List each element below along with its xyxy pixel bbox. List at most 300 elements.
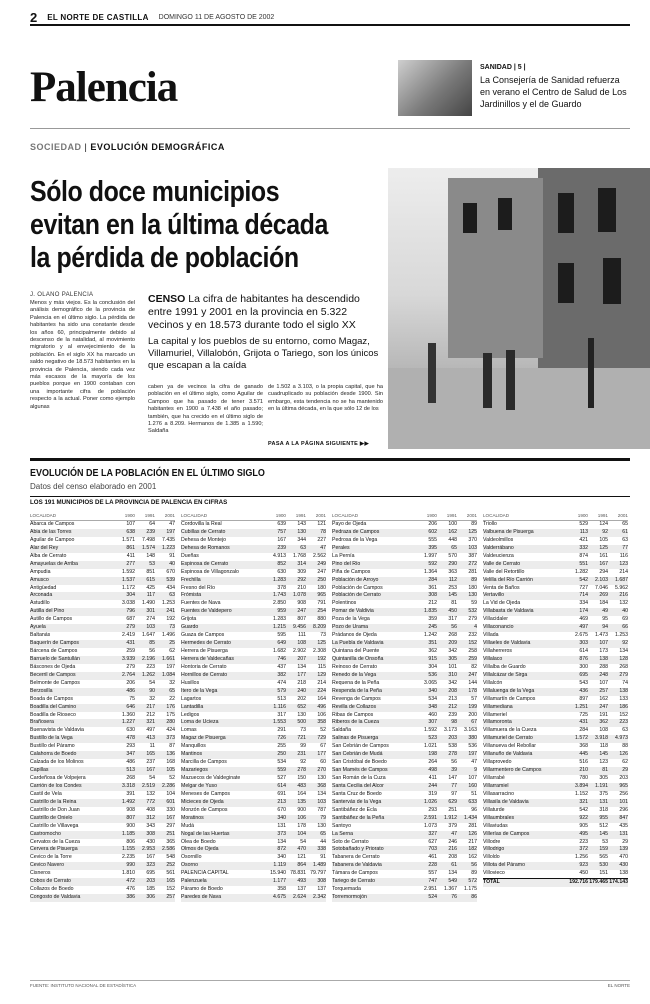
table-row — [332, 886, 477, 894]
table-row — [30, 791, 175, 799]
population-value: 47 — [169, 521, 175, 527]
municipality-name: San Mamés de Campos — [332, 767, 388, 774]
street-photo — [388, 168, 650, 449]
population-value: 757 — [277, 528, 286, 535]
population-value: 164 — [317, 695, 326, 702]
municipality-name: Congosto de Valdavia — [30, 894, 81, 901]
population-value: 25 — [169, 640, 175, 647]
population-value: 212 — [428, 600, 437, 607]
population-value: 4.675 — [273, 894, 286, 901]
population-value: 291 — [277, 727, 286, 734]
municipality-name: Payo de Ojeda — [332, 521, 367, 527]
population-value: 293 — [126, 743, 135, 750]
municipality-name: Ledigos — [181, 711, 200, 718]
municipality-name: Reinoso de Cerrato — [332, 663, 377, 670]
table-row — [332, 537, 477, 545]
population-value: 210 — [579, 767, 588, 774]
population-value: 145 — [448, 592, 457, 599]
population-value: 548 — [166, 854, 175, 861]
population-value: 2.286 — [162, 782, 175, 789]
population-value: 279 — [619, 671, 628, 678]
teaser[interactable] — [480, 62, 630, 110]
population-value: 513 — [126, 767, 135, 774]
table-row — [30, 545, 175, 553]
municipality-name: Calahorra de Boedo — [30, 751, 77, 758]
population-value: 248 — [599, 671, 608, 678]
population-value: 638 — [126, 528, 135, 535]
continued-link[interactable]: PASA A LA PÁGINA SIGUIENTE ▶▶ — [268, 441, 369, 447]
population-value: 2.624 — [293, 894, 306, 901]
population-value: 216 — [448, 846, 457, 853]
kicker-topic: EVOLUCIÓN DEMOGRÁFICA — [90, 142, 225, 152]
table-row — [483, 775, 628, 783]
population-value: 2.764 — [122, 671, 135, 678]
population-value: 900 — [126, 822, 135, 829]
population-value: 78 — [320, 528, 326, 535]
table-row — [332, 592, 477, 600]
population-value: 96 — [471, 806, 477, 813]
population-value: 152 — [619, 711, 628, 718]
municipality-name: Prádanos de Ojeda — [332, 632, 377, 639]
population-value: 203 — [448, 735, 457, 742]
population-value: 630 — [126, 727, 135, 734]
table-row — [483, 600, 628, 608]
population-value: 343 — [146, 822, 155, 829]
population-value: 430 — [619, 862, 628, 869]
population-value: 1.262 — [142, 671, 155, 678]
population-value: 278 — [297, 767, 306, 774]
table-row — [30, 680, 175, 688]
municipality-name: Cisneros — [30, 870, 51, 877]
table-row — [181, 688, 326, 696]
population-value: 206 — [428, 521, 437, 527]
municipality-name: Castrillo de Onielo — [30, 814, 73, 821]
population-value: 387 — [468, 552, 477, 559]
table-row — [483, 616, 628, 624]
population-value: 268 — [619, 663, 628, 670]
municipality-name: Marcilla de Campos — [181, 759, 227, 766]
table-row — [483, 767, 628, 775]
population-value: 294 — [599, 568, 608, 575]
population-value: 240 — [297, 687, 306, 694]
municipality-name: Autilla del Pino — [30, 608, 65, 615]
population-value: 174 — [579, 608, 588, 615]
population-value: 73 — [320, 632, 326, 639]
table-row — [332, 854, 477, 862]
table-row — [30, 537, 175, 545]
population-value: 251 — [166, 830, 175, 837]
population-value: 228 — [428, 862, 437, 869]
municipality-name: Castrillo de Villavega — [30, 822, 79, 829]
header-cell: 1900 — [577, 513, 588, 518]
population-value: 772 — [146, 798, 155, 805]
population-value: 379 — [448, 822, 457, 829]
population-value: 806 — [126, 838, 135, 845]
table-row — [332, 616, 477, 624]
population-value: 180 — [468, 584, 477, 591]
population-value: 536 — [468, 743, 477, 750]
population-value: 2.953 — [142, 846, 155, 853]
header-cell: LOCALIDAD — [30, 513, 57, 518]
population-value: 11 — [149, 743, 155, 750]
municipality-name: Hontoria de Cerrato — [181, 663, 227, 670]
table-row — [483, 807, 628, 815]
table-row — [30, 775, 175, 783]
municipality-name: Revenga de Campos — [332, 695, 381, 702]
population-value: 305 — [599, 775, 608, 781]
population-value: 450 — [579, 870, 588, 877]
population-value: 431 — [579, 719, 588, 726]
municipality-name: Saldaña — [332, 727, 352, 734]
table-row — [30, 688, 175, 696]
population-value: 347 — [126, 751, 135, 758]
population-value: 309 — [297, 568, 306, 575]
population-value: 372 — [579, 846, 588, 853]
population-value: 40 — [169, 560, 175, 567]
population-value: 176 — [166, 703, 175, 710]
population-value: 530 — [599, 862, 608, 869]
population-value: 81 — [602, 767, 608, 774]
table-row — [30, 553, 175, 561]
municipality-name: Ayuela — [30, 624, 46, 631]
population-value: 214 — [317, 679, 326, 686]
table-row — [181, 648, 326, 656]
population-value: 1.997 — [424, 552, 437, 559]
population-value: 131 — [619, 830, 628, 837]
municipality-name: Valderrábano — [483, 544, 514, 551]
population-value: 614 — [579, 648, 588, 654]
population-value: 646 — [126, 703, 135, 710]
municipality-name: Boadilla de Rioseco — [30, 711, 76, 718]
population-value: 148 — [146, 552, 155, 559]
municipality-name: Villerías de Campos — [483, 830, 530, 837]
table-row — [332, 839, 477, 847]
table-row — [30, 719, 175, 727]
municipality-name: Castrillo de la Reina — [30, 798, 77, 805]
population-value: 368 — [317, 782, 326, 789]
population-value: 1.592 — [122, 568, 135, 575]
municipality-name: Pedraza de Campos — [332, 528, 380, 535]
population-value: 147 — [448, 775, 457, 781]
population-value: 113 — [579, 528, 588, 535]
table-row — [332, 545, 477, 553]
population-value: 2.196 — [142, 655, 155, 662]
municipality-name: Cevico de la Torre — [30, 854, 72, 861]
table-row — [332, 791, 477, 799]
population-value: 579 — [277, 687, 286, 694]
population-value: 2.562 — [313, 552, 326, 559]
population-value: 143 — [297, 521, 306, 527]
population-value: 65 — [169, 687, 175, 694]
population-value: 498 — [428, 767, 437, 774]
population-value: 88 — [622, 743, 628, 750]
table-row — [30, 632, 175, 640]
population-value: 297 — [166, 822, 175, 829]
municipality-name: Cervera de Pisuerga — [30, 846, 78, 853]
byline: J. OLANO PALENCIA — [30, 292, 94, 298]
population-value: 2.675 — [575, 632, 588, 639]
header-cell: 1900 — [124, 513, 135, 518]
population-value: 178 — [468, 687, 477, 694]
municipality-name: Meneses de Campos — [181, 790, 231, 797]
header-cell: LOCALIDAD — [181, 513, 208, 518]
population-value: 495 — [579, 830, 588, 837]
table-row — [30, 751, 175, 759]
population-value: 62 — [169, 648, 175, 654]
population-value: 106 — [317, 711, 326, 718]
population-value: 4 — [474, 624, 477, 631]
municipality-name: Poza de la Vega — [332, 616, 370, 623]
municipality-name: Villasarracino — [483, 790, 515, 797]
municipality-name: Pedrosa de la Vega — [332, 536, 378, 543]
population-value: 191 — [599, 711, 608, 718]
population-value: 727 — [579, 584, 588, 591]
population-value: 290 — [448, 560, 457, 567]
population-value: 278 — [448, 751, 457, 758]
table-row — [332, 712, 477, 720]
table-row — [332, 759, 477, 767]
population-value: 132 — [146, 790, 155, 797]
page-header — [30, 10, 630, 24]
population-value: 117 — [146, 592, 155, 599]
table-row — [483, 632, 628, 640]
population-value: 1.282 — [575, 568, 588, 575]
municipality-name: San Román de la Cuza — [332, 775, 386, 781]
municipality-name: Soto de Cerrato — [332, 838, 369, 845]
municipality-name: Melgar de Yuso — [181, 782, 217, 789]
population-value: 244 — [428, 782, 437, 789]
population-value: 362 — [599, 719, 608, 726]
municipality-name: Osornillo — [181, 854, 202, 861]
population-value: 167 — [599, 560, 608, 567]
population-value: 955 — [599, 814, 608, 821]
municipality-name: Báscones de Ojeda — [30, 663, 76, 670]
municipality-name: Husillos — [181, 679, 200, 686]
population-value: 115 — [317, 663, 326, 670]
population-value: 208 — [448, 687, 457, 694]
population-value: 497 — [579, 624, 588, 631]
population-value: 314 — [297, 560, 306, 567]
population-value: 67 — [320, 743, 326, 750]
municipality-name: Castil de Vela — [30, 790, 62, 797]
population-value: 63 — [622, 536, 628, 543]
population-value: 212 — [448, 703, 457, 710]
population-value: 670 — [277, 806, 286, 813]
population-value: 3.173 — [444, 727, 457, 734]
table-row — [483, 577, 628, 585]
population-value: 284 — [579, 727, 588, 734]
municipality-name: Fuentes de Valdepero — [181, 608, 232, 615]
population-value: 97 — [451, 790, 457, 797]
municipality-name: Villovieco — [483, 870, 505, 877]
population-value: 268 — [126, 775, 135, 781]
table-top-rule — [30, 496, 630, 497]
lead-tag: CENSO — [148, 293, 186, 305]
population-value: 470 — [619, 854, 628, 861]
population-value: 1.026 — [424, 798, 437, 805]
table-row — [181, 672, 326, 680]
population-value: 1.191 — [595, 782, 608, 789]
population-value: 100 — [448, 521, 457, 527]
municipality-name: Mazariegos — [181, 767, 208, 774]
population-value: 670 — [166, 568, 175, 575]
population-value: 9 — [474, 767, 477, 774]
section-rule — [30, 128, 630, 129]
population-value: 358 — [317, 719, 326, 726]
municipality-name: Magaz de Pisuerga — [181, 735, 226, 742]
table-row — [181, 894, 326, 902]
population-value: 168 — [166, 759, 175, 766]
table-row — [483, 529, 628, 537]
table-row — [483, 839, 628, 847]
table-column — [483, 512, 628, 902]
population-value: 359 — [428, 616, 437, 623]
population-value: 461 — [428, 854, 437, 861]
municipality-name: Villaconancio — [483, 624, 514, 631]
population-value: 714 — [579, 592, 588, 599]
population-value: 52 — [169, 775, 175, 781]
municipality-name: Villasila de Valdavia — [483, 798, 529, 805]
population-value: 162 — [468, 854, 477, 861]
population-value: 116 — [619, 552, 628, 559]
population-value: 247 — [317, 568, 326, 575]
population-value: 207 — [297, 655, 306, 662]
population-value: 134 — [297, 663, 306, 670]
population-value: 162 — [448, 528, 457, 535]
population-value: 32 — [169, 679, 175, 686]
table-row — [181, 727, 326, 735]
municipality-name: Villalcázar de Sirga — [483, 671, 528, 678]
municipality-name: Fuentes de Nava — [181, 600, 221, 607]
population-value: 64 — [149, 521, 155, 527]
population-value: 570 — [448, 552, 457, 559]
population-value: 98 — [451, 719, 457, 726]
population-value: 368 — [579, 743, 588, 750]
population-value: 51 — [471, 790, 477, 797]
population-value: 184 — [599, 600, 608, 607]
population-value: 435 — [619, 822, 628, 829]
table-row — [483, 815, 628, 823]
municipality-name: Espinosa de Villagonzalo — [181, 568, 239, 575]
population-value: 7.498 — [142, 536, 155, 543]
municipality-name: Vertavillo — [483, 592, 505, 599]
population-value: 486 — [126, 687, 135, 694]
table-row — [332, 727, 477, 735]
population-value: 212 — [146, 711, 155, 718]
table-row — [30, 878, 175, 886]
table-row — [332, 529, 477, 537]
population-value: 725 — [579, 711, 588, 718]
population-value: 527 — [277, 775, 286, 781]
municipality-name: Pomar de Valdivia — [332, 608, 374, 615]
population-value: 231 — [297, 751, 306, 758]
population-value: 124 — [599, 521, 608, 527]
table-row — [181, 553, 326, 561]
table-row — [181, 854, 326, 862]
population-value: 91 — [169, 552, 175, 559]
population-value: 2.419 — [122, 632, 135, 639]
population-value: 255 — [277, 743, 286, 750]
population-value: 167 — [146, 854, 155, 861]
municipality-name: Tabanera de Valdavia — [332, 862, 382, 869]
municipality-name: Mantinos — [181, 751, 203, 758]
population-value: 52 — [320, 727, 326, 734]
header-cell: LOCALIDAD — [332, 513, 359, 518]
population-value: 94 — [602, 624, 608, 631]
population-value: 56 — [451, 624, 457, 631]
population-value: 104 — [297, 830, 306, 837]
population-value: 89 — [471, 870, 477, 877]
population-value: 251 — [448, 806, 457, 813]
municipality-name: Nogal de las Huertas — [181, 830, 230, 837]
body-column-1: Menos y más viejos. Es la conclusión del análisis demográfico de la provincia de Palencia en el último siglo. La pérdida de habitantes ha sido una constante desde los años 60, principalmente debido al descenso de la natalidad, al movimiento migratorio y al envejecimiento de la población. En el siglo XX ha marcado un saldo negativo de 18.573 habitantes en la provincia de Palencia, siendo cada vez más escasos de la mayoría de los pueblos porque en 1900 contaban con una importante cifra de población respecto a la actual. Poner como ejemplo algunas — [30, 300, 135, 410]
population-value: 348 — [428, 703, 437, 710]
population-value: 864 — [297, 862, 306, 869]
population-value: 256 — [619, 790, 628, 797]
population-value: 209 — [448, 640, 457, 647]
population-value: 223 — [619, 719, 628, 726]
population-value: 1.572 — [575, 735, 588, 742]
population-value: 53 — [149, 560, 155, 567]
municipality-name: Villaumbrales — [483, 814, 515, 821]
population-value: 245 — [428, 624, 437, 631]
header-cell: 2001 — [466, 513, 477, 518]
population-value: 2.519 — [142, 782, 155, 789]
population-value: 177 — [317, 751, 326, 758]
municipality-name: Villada — [483, 632, 499, 639]
population-value: 450 — [448, 608, 457, 615]
population-value: 223 — [146, 663, 155, 670]
municipality-name: Villodrigo — [483, 846, 505, 853]
table-row — [30, 569, 175, 577]
municipality-name: Perales — [332, 544, 350, 551]
population-value: 2.103 — [595, 576, 608, 583]
population-value: 524 — [428, 894, 437, 901]
population-value: 144 — [468, 679, 477, 686]
population-value: 614 — [277, 782, 286, 789]
population-value: 107 — [126, 521, 135, 527]
population-value: 130 — [317, 822, 326, 829]
population-value: 365 — [166, 838, 175, 845]
municipality-name: Carrión de los Condes — [30, 782, 82, 789]
table-column — [332, 512, 477, 902]
table-row — [30, 656, 175, 664]
population-value: 54 — [149, 775, 155, 781]
municipality-name: Arconada — [30, 592, 53, 599]
population-value: 162 — [599, 695, 608, 702]
population-value: 370 — [468, 536, 477, 543]
population-value: 164 — [297, 790, 306, 797]
population-value: 338 — [317, 846, 326, 853]
population-value: 197 — [468, 751, 477, 758]
table-row — [181, 616, 326, 624]
population-value: 523 — [428, 735, 437, 742]
municipality-name: Santa Cecilia del Alcor — [332, 782, 384, 789]
population-value: 132 — [619, 600, 628, 607]
population-value: 304 — [126, 592, 135, 599]
population-value: 56 — [149, 648, 155, 654]
municipality-name: Sotobañado y Priorato — [332, 846, 384, 853]
municipality-name: Dueñas — [181, 552, 199, 559]
population-value: 1.492 — [122, 798, 135, 805]
population-value: 1.473 — [595, 632, 608, 639]
table-row — [30, 783, 175, 791]
table-row — [181, 775, 326, 783]
table-column-header — [483, 512, 628, 521]
population-value: 246 — [448, 838, 457, 845]
population-value: 65 — [451, 544, 457, 551]
population-value: 959 — [277, 608, 286, 615]
